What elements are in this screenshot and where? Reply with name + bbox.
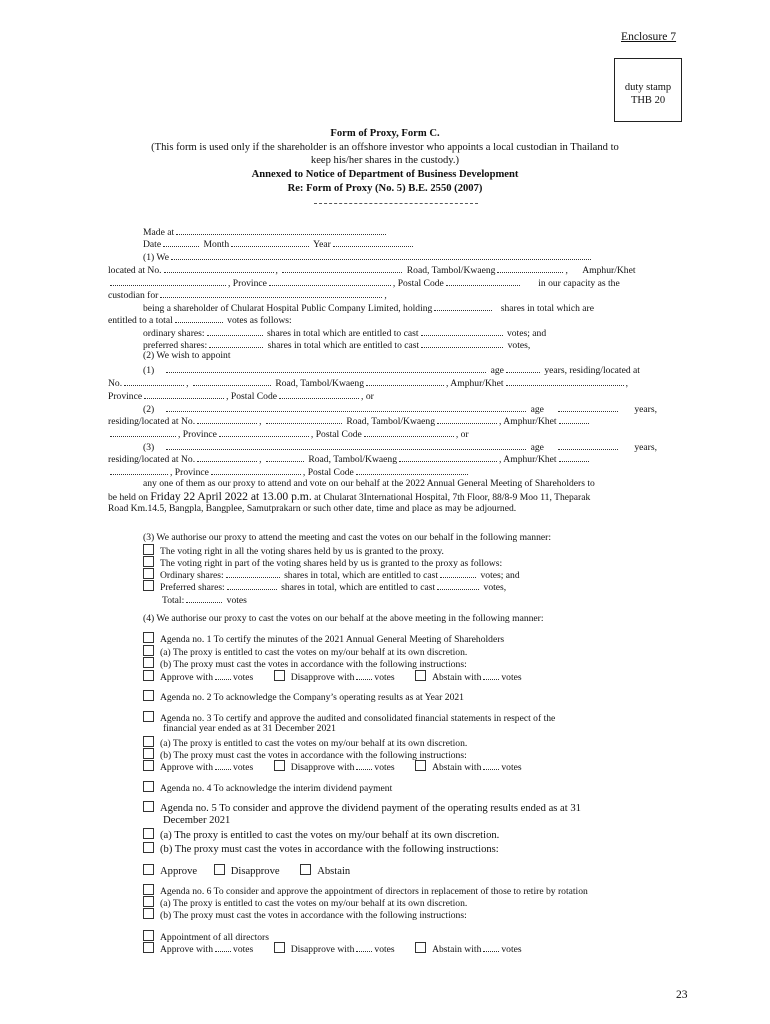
agenda5-opt-a-label: (a) The proxy is entitled to cast the votes on my/our behalf at its own discretion.: [160, 830, 500, 841]
proxy1-age-field[interactable]: [506, 363, 540, 373]
checkbox-agenda1-a[interactable]: [143, 645, 154, 656]
any-one-line: any one of them as our proxy to attend and vote on our behalf at the 2022 Annual General Meeting of Shareholders to: [143, 478, 595, 489]
year-field[interactable]: [333, 237, 413, 247]
shares-total-label: shares in total which are: [500, 303, 595, 314]
votes-label: votes: [233, 762, 254, 773]
road-km-line: Road Km.14.5, Bangpla, Bangplee, Samutprakarn or such other date, time and place as may be adjourned.: [108, 503, 517, 514]
checkbox-agenda1-b[interactable]: [143, 657, 154, 668]
proxy3-road-field[interactable]: [399, 452, 497, 462]
s3-preferred-votes-field[interactable]: [437, 580, 479, 590]
located-row: located at No. , Road, Tambol/Kwaeng , Amphur/Khet: [108, 265, 636, 276]
s3-preferred-label: Preferred shares:: [160, 582, 225, 593]
proxy2-address-row: residing/located at No. , Road, Tambol/Kwaeng , Amphur/Khet: [108, 414, 591, 428]
votes-label: votes: [501, 762, 522, 773]
checkbox-agenda5[interactable]: [143, 801, 154, 812]
proxy1-province-field[interactable]: [144, 389, 224, 399]
agenda1-opt-b-label: (b) The proxy must cast the votes in accordance with the following instructions:: [160, 659, 467, 670]
preferred-entitled-label: shares in total which are entitled to cast: [267, 340, 420, 351]
agenda2-label: Agenda no. 2 To acknowledge the Company’s operating results as at Year 2021: [160, 692, 464, 703]
enclosure-label: Enclosure 7: [621, 30, 677, 43]
checkbox-agenda1[interactable]: [143, 632, 154, 643]
proxy3-amphur-label: Amphur/Khet: [503, 454, 557, 465]
proxy2-province-row: , Province , Postal Code , or: [108, 427, 469, 441]
agenda6-abstain-field[interactable]: [483, 942, 499, 952]
checkbox-agenda4[interactable]: [143, 781, 154, 792]
header-divider: [314, 203, 478, 204]
we-field[interactable]: [171, 250, 591, 260]
checkbox-agenda3-b[interactable]: [143, 748, 154, 759]
s3-preferred-total-label: shares in total, which are entitled to cast: [281, 582, 436, 593]
checkbox-agenda3-approve[interactable]: [143, 760, 154, 771]
proxy3-age-label: age: [530, 442, 544, 453]
checkbox-agenda5-disapprove[interactable]: [214, 864, 225, 875]
proxy3-number: (3): [143, 442, 155, 453]
section3-total-row: [162, 593, 247, 607]
votes-label: votes: [233, 944, 254, 955]
checkbox-agenda1-abstain[interactable]: [415, 670, 426, 681]
capacity-label: in our capacity as the: [538, 278, 620, 289]
agenda6-opt-b-label: (b) The proxy must cast the votes in accordance with the following instructions:: [160, 910, 467, 921]
form-title: Form of Proxy, Form C.: [330, 128, 440, 139]
month-label: Month: [203, 239, 230, 250]
province-label: Province: [232, 278, 267, 289]
agenda1-votes-row: [143, 670, 522, 684]
page-number: 23: [676, 988, 688, 1001]
held-on-pre: be held on: [108, 492, 148, 503]
proxy1-age-label: age: [490, 365, 504, 376]
approve-with-label: Approve with: [160, 672, 214, 683]
entitled-field[interactable]: [175, 313, 223, 323]
proxy1-postal-field[interactable]: [279, 389, 359, 399]
agenda4-row: [143, 781, 392, 795]
proxy3-amphur-field[interactable]: [559, 452, 589, 462]
checkbox-agenda6-disapprove[interactable]: [274, 942, 285, 953]
proxy2-number: (2): [143, 404, 155, 415]
agenda5-label-1: Agenda no. 5 To consider and approve the dividend payment of the operating results ended as at 31: [160, 803, 581, 814]
votes-follows-label: votes as follows:: [227, 315, 292, 326]
proxy1-number: (1): [143, 365, 155, 376]
amphur-field[interactable]: [110, 276, 226, 286]
proxy3-postal-field[interactable]: [356, 465, 468, 475]
section3-heading: (3) We authorise our proxy to attend the meeting and cast the votes on our behalf in the following manner:: [143, 532, 552, 543]
holding-field[interactable]: [434, 301, 492, 311]
held-on-line: [108, 490, 648, 504]
disapprove-with-label: Disapprove with: [290, 672, 355, 683]
votes-label: votes: [233, 672, 254, 683]
date-field[interactable]: [163, 237, 199, 247]
votes-label: votes: [374, 762, 395, 773]
agenda5-label-2: December 2021: [163, 815, 231, 826]
agenda2-row: [143, 690, 464, 704]
proxy2-no-field[interactable]: [197, 414, 257, 424]
meeting-date: Friday 22 April 2022 at 13.00 p.m.: [150, 490, 312, 503]
agenda1-opt-a-label: (a) The proxy is entitled to cast the votes on my/our behalf at its own discretion.: [160, 647, 468, 658]
made-at-field[interactable]: [176, 225, 386, 235]
proxy3-age-field[interactable]: [558, 440, 618, 450]
checkbox-agenda3-a[interactable]: [143, 736, 154, 747]
s3-ordinary-votes-field[interactable]: [440, 568, 476, 578]
agenda1-label: Agenda no. 1 To certify the minutes of the 2021 Annual General Meeting of Shareholders: [160, 634, 505, 645]
disapprove-label: Disapprove: [230, 866, 280, 877]
proxy1-postal-label: Postal Code: [230, 391, 278, 402]
agenda5-opt-b: [143, 842, 499, 856]
stamp-line-2: THB 20: [630, 95, 666, 106]
agenda3-votes-row: [143, 760, 522, 774]
proxy2-amphur-field[interactable]: [559, 414, 589, 424]
proxy2-province-field[interactable]: [219, 427, 309, 437]
proxy1-years-label: years, residing/located at: [544, 365, 640, 376]
proxy3-years-label: years,: [634, 442, 657, 453]
agenda6-opt-b: [143, 908, 467, 922]
re-heading: Re: Form of Proxy (No. 5) B.E. 2550 (2007): [287, 183, 483, 194]
s3-preferred-votes-label: votes,: [483, 582, 507, 593]
preferred-votes-label: votes,: [507, 340, 531, 351]
approve-with-label: Approve with: [160, 944, 214, 955]
ordinary-field[interactable]: [207, 326, 263, 336]
proxy2-amphur-field-2[interactable]: [110, 427, 176, 437]
proxy1-road-label: Road, Tambol/Kwaeng: [275, 378, 365, 389]
checkbox-agenda6-a[interactable]: [143, 896, 154, 907]
proxy1-or: , or: [361, 391, 374, 402]
proxy2-or: , or: [455, 429, 469, 440]
road-label: Road, Tambol/Kwaeng: [406, 265, 496, 276]
votes-label: votes: [374, 672, 395, 683]
agenda3-abstain-field[interactable]: [483, 760, 499, 770]
proxy2-road-field[interactable]: [437, 414, 497, 424]
opt-all-label: The voting right in all the voting shares held by us is granted to the proxy.: [160, 546, 444, 557]
checkbox-agenda3-disapprove[interactable]: [274, 760, 285, 771]
s3-preferred-field[interactable]: [227, 580, 277, 590]
proxy3-province-label: Province: [174, 467, 209, 478]
we-label: (1) We: [143, 252, 169, 263]
amphur-label: Amphur/Khet: [582, 265, 636, 276]
proxy3-road-label: Road, Tambol/Kwaeng: [308, 454, 398, 465]
custodian-label: custodian for: [108, 290, 159, 301]
s3-total-votes: votes: [226, 595, 247, 606]
proxy1-address-row: No. , Road, Tambol/Kwaeng , Amphur/Khet ,: [108, 378, 628, 389]
proxy2-resid-label: residing/located at No.: [108, 416, 196, 427]
entitled-row: [108, 313, 292, 327]
checkbox-agenda5-b[interactable]: [143, 842, 154, 853]
checkbox-agenda5-abstain[interactable]: [300, 864, 311, 875]
preferred-label: preferred shares:: [143, 340, 208, 351]
proxy2-years-label: years,: [634, 404, 657, 415]
all-directors-label: Appointment of all directors: [160, 932, 269, 943]
checkbox-all-directors[interactable]: [143, 930, 154, 941]
agenda1-opt-b: [143, 657, 467, 671]
held-on-post: at Chularat 3International Hospital, 7th Floor, 88/8-9 Moo 11, Theparak: [314, 492, 591, 503]
approve-label: Approve: [160, 866, 198, 877]
agenda1-approve-field[interactable]: [215, 670, 231, 680]
proxy3-province-field[interactable]: [211, 465, 301, 475]
ordinary-votes-field[interactable]: [421, 326, 503, 336]
agenda6-disapprove-field[interactable]: [356, 942, 372, 952]
stamp-line-1: duty stamp: [624, 82, 672, 93]
checkbox-agenda6-abstain[interactable]: [415, 942, 426, 953]
made-at-label: Made at: [143, 227, 175, 238]
proxy2-name-field[interactable]: [166, 402, 526, 412]
located-label: located at No.: [108, 265, 162, 276]
agenda6-label: Agenda no. 6 To consider and approve the appointment of directors in replacement of those to retire by rotation: [160, 886, 588, 897]
proxy1-province-label: Province: [108, 391, 143, 402]
annex-heading: Annexed to Notice of Department of Business Development: [251, 169, 519, 180]
proxy2-postal-field[interactable]: [364, 427, 454, 437]
section3-preferred-row: [143, 580, 506, 594]
proxy3-resid-label: residing/located at No.: [108, 454, 196, 465]
proxy1-province-row: Province , Postal Code , or: [108, 391, 374, 402]
agenda3-disapprove-field[interactable]: [356, 760, 372, 770]
checkbox-preferred[interactable]: [143, 580, 154, 591]
postal-field[interactable]: [446, 276, 520, 286]
s3-ordinary-label: Ordinary shares:: [160, 570, 224, 581]
date-label: Date: [143, 239, 162, 250]
approve-with-label: Approve with: [160, 762, 214, 773]
proxy1-amphur-field[interactable]: [506, 376, 624, 386]
located-moo-field[interactable]: [282, 263, 402, 273]
appoint-heading: (2) We wish to appoint: [143, 350, 231, 361]
ordinary-label: ordinary shares:: [143, 328, 205, 339]
agenda1-disapprove-field[interactable]: [356, 670, 372, 680]
agenda1-row: [143, 632, 504, 646]
checkbox-agenda6[interactable]: [143, 884, 154, 895]
checkbox-agenda5-approve[interactable]: [143, 864, 154, 875]
checkbox-agenda1-disapprove[interactable]: [274, 670, 285, 681]
preferred-field[interactable]: [209, 338, 263, 348]
we-row: [143, 250, 593, 264]
checkbox-agenda2[interactable]: [143, 690, 154, 701]
votes-label: votes: [501, 944, 522, 955]
proxy2-moo-field[interactable]: [266, 414, 342, 424]
custodian-row: custodian for ,: [108, 290, 387, 301]
province-field[interactable]: [269, 276, 391, 286]
proxy3-moo-field[interactable]: [266, 452, 304, 462]
agenda3-approve-field[interactable]: [215, 760, 231, 770]
date-row: [143, 237, 415, 251]
proxy1-amphur-label: Amphur/Khet: [450, 378, 504, 389]
proxy3-amphur-field-2[interactable]: [110, 465, 168, 475]
abstain-with-label: Abstain with: [432, 944, 482, 955]
agenda3-opt-b-label: (b) The proxy must cast the votes in accordance with the following instructions:: [160, 750, 467, 761]
proxy2-road-label: Road, Tambol/Kwaeng: [346, 416, 436, 427]
agenda3-label-2: financial year ended as at 31 December 2021: [163, 723, 336, 734]
proxy1-moo-field[interactable]: [193, 376, 271, 386]
section4-heading: (4) We authorise our proxy to cast the votes on our behalf at the above meeting in the following manner:: [143, 613, 544, 624]
abstain-label: Abstain: [317, 866, 351, 877]
custodian-field[interactable]: [160, 288, 382, 298]
ordinary-entitled-label: shares in total which are entitled to cast: [266, 328, 419, 339]
proxy1-no-label: No.: [108, 378, 123, 389]
duty-stamp-box: [614, 58, 682, 122]
proxy2-age-label: age: [530, 404, 544, 415]
entitled-label: entitled to a total: [108, 315, 173, 326]
s3-total-label: Total:: [162, 595, 185, 606]
proxy3-province-row: , Province , Postal Code: [108, 465, 470, 479]
votes-label: votes: [374, 944, 395, 955]
checkbox-agenda5-a[interactable]: [143, 828, 154, 839]
agenda5-opt-a: [143, 828, 499, 842]
abstain-with-label: Abstain with: [432, 762, 482, 773]
agenda1-abstain-field[interactable]: [483, 670, 499, 680]
agenda5-opt-b-label: (b) The proxy must cast the votes in accordance with the following instructions:: [160, 844, 499, 855]
province-row: , Province , Postal Code in our capacity as the: [108, 276, 620, 290]
agenda6-votes-row: [143, 942, 522, 956]
checkbox-all-shares[interactable]: [143, 544, 154, 555]
checkbox-part-shares[interactable]: [143, 556, 154, 567]
agenda3-opt-a-label: (a) The proxy is entitled to cast the votes on my/our behalf at its own discretion.: [160, 738, 468, 749]
form-note-line-2: keep his/her shares in the custody.): [310, 155, 460, 166]
agenda6-opt-a-label: (a) The proxy is entitled to cast the votes on my/our behalf at its own discretion.: [160, 898, 468, 909]
form-note-line-1: (This form is used only if the shareholder is an offshore investor who appoints a local custodian in Thailand to: [151, 142, 619, 153]
located-no-field[interactable]: [164, 263, 274, 273]
postal-label: Postal Code: [397, 278, 444, 289]
proxy2-amphur-label: Amphur/Khet: [503, 416, 557, 427]
proxy2-province-label: Province: [182, 429, 217, 440]
proxy3-name-field[interactable]: [166, 440, 526, 450]
being-label: being a shareholder of Chularat Hospital Public Company Limited, holding: [143, 303, 433, 314]
checkbox-agenda1-approve[interactable]: [143, 670, 154, 681]
agenda6-approve-field[interactable]: [215, 942, 231, 952]
proxy1-row: [143, 363, 640, 377]
s3-ordinary-field[interactable]: [226, 568, 280, 578]
road-field[interactable]: [497, 263, 563, 273]
agenda5-row: [143, 801, 581, 815]
checkbox-agenda3-abstain[interactable]: [415, 760, 426, 771]
proxy3-postal-label: Postal Code: [307, 467, 354, 478]
proxy2-postal-label: Postal Code: [315, 429, 362, 440]
opt-part-label: The voting right in part of the voting shares held by us is granted to the proxy as follows:: [160, 558, 503, 569]
proxy1-no-field[interactable]: [124, 376, 184, 386]
disapprove-with-label: Disapprove with: [290, 762, 355, 773]
disapprove-with-label: Disapprove with: [290, 944, 355, 955]
checkbox-ordinary[interactable]: [143, 568, 154, 579]
s3-ordinary-votes-label: votes; and: [480, 570, 520, 581]
proxy3-address-row: residing/located at No. , Road, Tambol/Kwaeng , Amphur/Khet: [108, 452, 591, 466]
proxy3-no-field[interactable]: [197, 452, 257, 462]
proxy1-road-field[interactable]: [366, 376, 444, 386]
proxy2-age-field[interactable]: [558, 402, 618, 412]
abstain-with-label: Abstain with: [432, 672, 482, 683]
agenda3-label-1: Agenda no. 3 To certify and approve the audited and consolidated financial statements in respect of the: [160, 713, 556, 724]
checkbox-agenda3[interactable]: [143, 711, 154, 722]
s3-total-field[interactable]: [186, 593, 222, 603]
ordinary-votes-label: votes; and: [506, 328, 547, 339]
proxy1-name-field[interactable]: [166, 363, 486, 373]
votes-label: votes: [501, 672, 522, 683]
checkbox-agenda6-approve[interactable]: [143, 942, 154, 953]
year-label: Year: [313, 239, 331, 250]
agenda4-label: Agenda no. 4 To acknowledge the interim dividend payment: [160, 783, 393, 794]
month-field[interactable]: [231, 237, 309, 247]
preferred-votes-field[interactable]: [421, 338, 503, 348]
checkbox-agenda6-b[interactable]: [143, 908, 154, 919]
s3-ordinary-total-label: shares in total, which are entitled to cast: [284, 570, 439, 581]
agenda5-votes-row: [143, 864, 350, 878]
